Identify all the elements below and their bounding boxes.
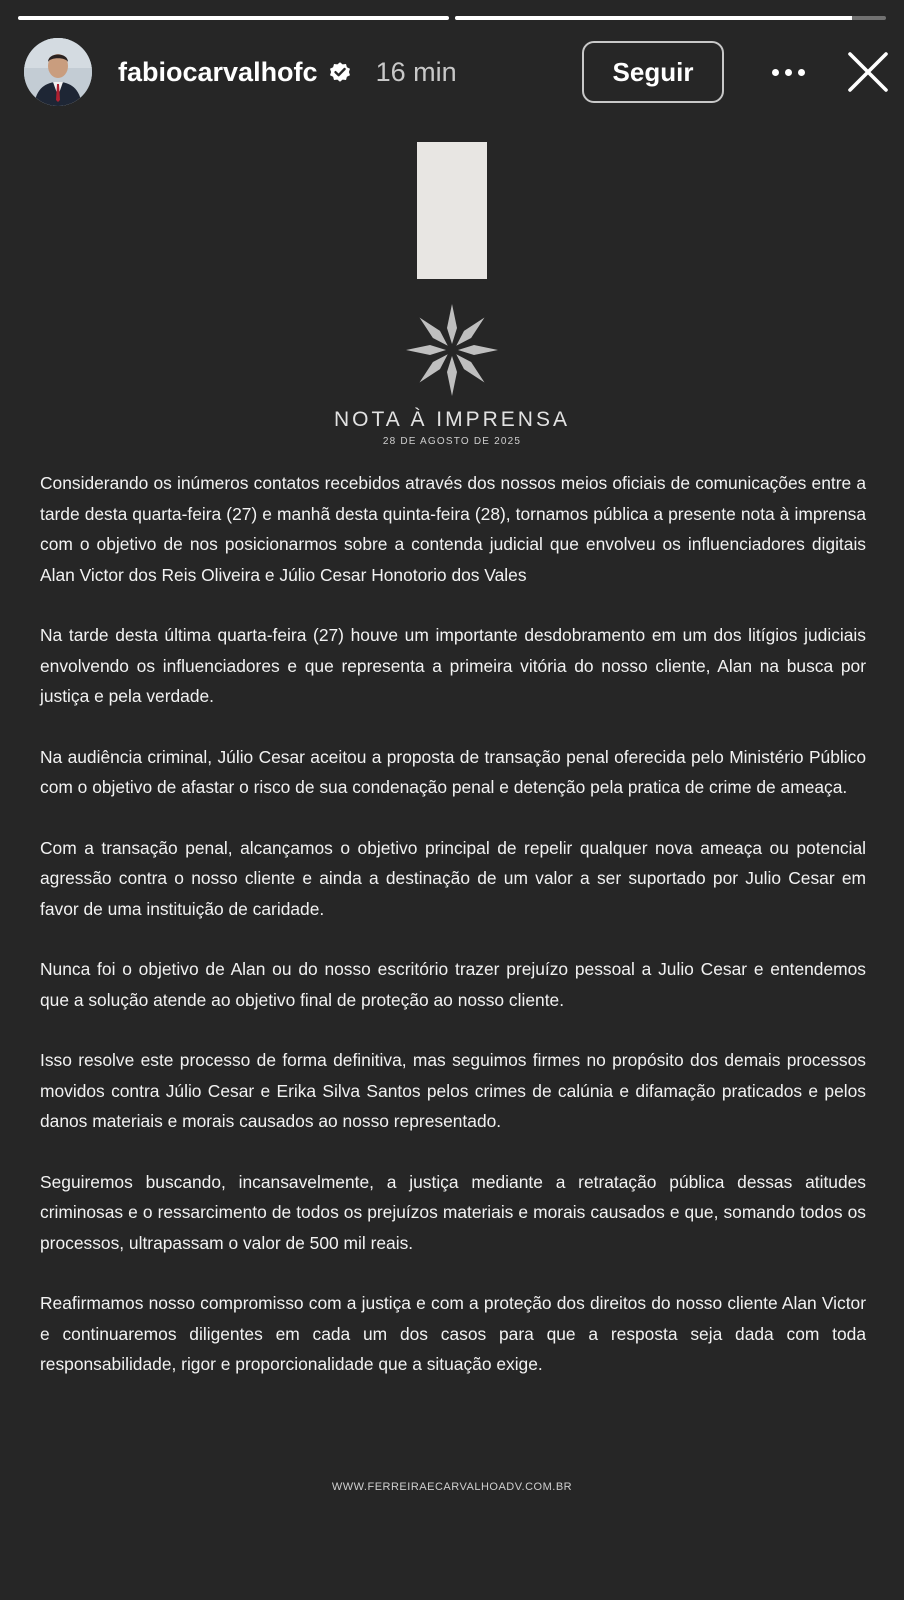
website-url: WWW.FERREIRAECARVALHOADV.COM.BR (331, 1481, 573, 1493)
logo-block (417, 142, 487, 279)
progress-fill-1 (18, 16, 449, 20)
note-paragraph: Reafirmamos nosso compromisso com a justiça e com a proteção dos direitos do nosso cliente Alan Victor e continuaremos diligentes em cada um dos casos para que a resposta seja dada com toda responsabilidade, rigor e proporcionalidade que a situação exige. (40, 1293, 866, 1374)
note-paragraph: Nunca foi o objetivo de Alan ou do nosso escritório trazer prejuízo pessoal a Julio Cesar e entendemos que a solução atende ao objetivo final de proteção ao nosso cliente. (40, 959, 866, 1010)
more-options-icon[interactable] (768, 69, 808, 76)
note-title: NOTA À IMPRENSA (334, 408, 570, 431)
note-paragraph: Considerando os inúmeros contatos recebidos através dos nossos meios oficiais de comunicações entre a tarde desta quarta-feira (27) e manhã desta quinta-feira (28), tornamos pública a presente nota à imprensa com o objetivo de nos posicionarmos sobre a contenda judicial que envolveu os influenciadores digitais Alan Victor dos Reis Oliveira e Júlio Cesar Honotorio dos Vales (40, 473, 866, 585)
more-dot (798, 69, 805, 76)
story-header (24, 38, 890, 106)
note-paragraph: Na tarde desta última quarta-feira (27) houve um importante desdobramento em um dos litígios judiciais envolvendo os influenciadores e que representa a primeira vitória do nosso cliente, Alan na busca por justiça e pela verdade. (40, 625, 866, 706)
note-paragraph: Na audiência criminal, Júlio Cesar aceitou a proposta de transação penal oferecida pelo Ministério Público com o objetivo de afastar o risco de sua condenação penal e detenção pela pratica de crime de ameaça. (40, 746, 866, 797)
follow-button[interactable]: Seguir (582, 41, 724, 103)
note-paragraph: Seguiremos buscando, incansavelmente, a justiça mediante a retratação pública dessas atitudes criminosas e o ressarcimento de todos os prejuízos materiais e morais causados e que, somando todos os processos, ultrapassam o valor de 500 mil reais. (40, 1171, 866, 1253)
close-icon[interactable] (846, 50, 890, 94)
firm-emblem-icon (402, 300, 502, 400)
story-progress-bar (18, 16, 886, 20)
avatar[interactable] (24, 38, 92, 106)
note-date: 28 DE AGOSTO DE 2025 (382, 436, 522, 447)
note-paragraph: Isso resolve este processo de forma definitiva, mas seguimos firmes no propósito dos demais processos movidos contra Júlio Cesar e Erika Silva Santos pelos crimes de calúnia e difamação praticados e pelos danos materiais e morais causados ao nosso representado. (40, 1050, 866, 1131)
progress-segment-2 (455, 16, 886, 20)
progress-fill-2 (455, 16, 852, 20)
username[interactable]: fabiocarvalhofc (118, 56, 318, 87)
verified-badge-icon (328, 60, 352, 84)
story-timestamp: 16 min (375, 56, 457, 87)
note-body (40, 468, 866, 1410)
note-paragraph: Com a transação penal, alcançamos o objetivo principal de repelir qualquer nova ameaça ou potencial agressão contra o nosso cliente e ainda a destinação de um valor a ser suportado por Julio Cesar em favor de uma instituição de caridade. (40, 837, 866, 919)
progress-segment-1 (18, 16, 449, 20)
more-dot (772, 69, 779, 76)
more-dot (785, 69, 792, 76)
